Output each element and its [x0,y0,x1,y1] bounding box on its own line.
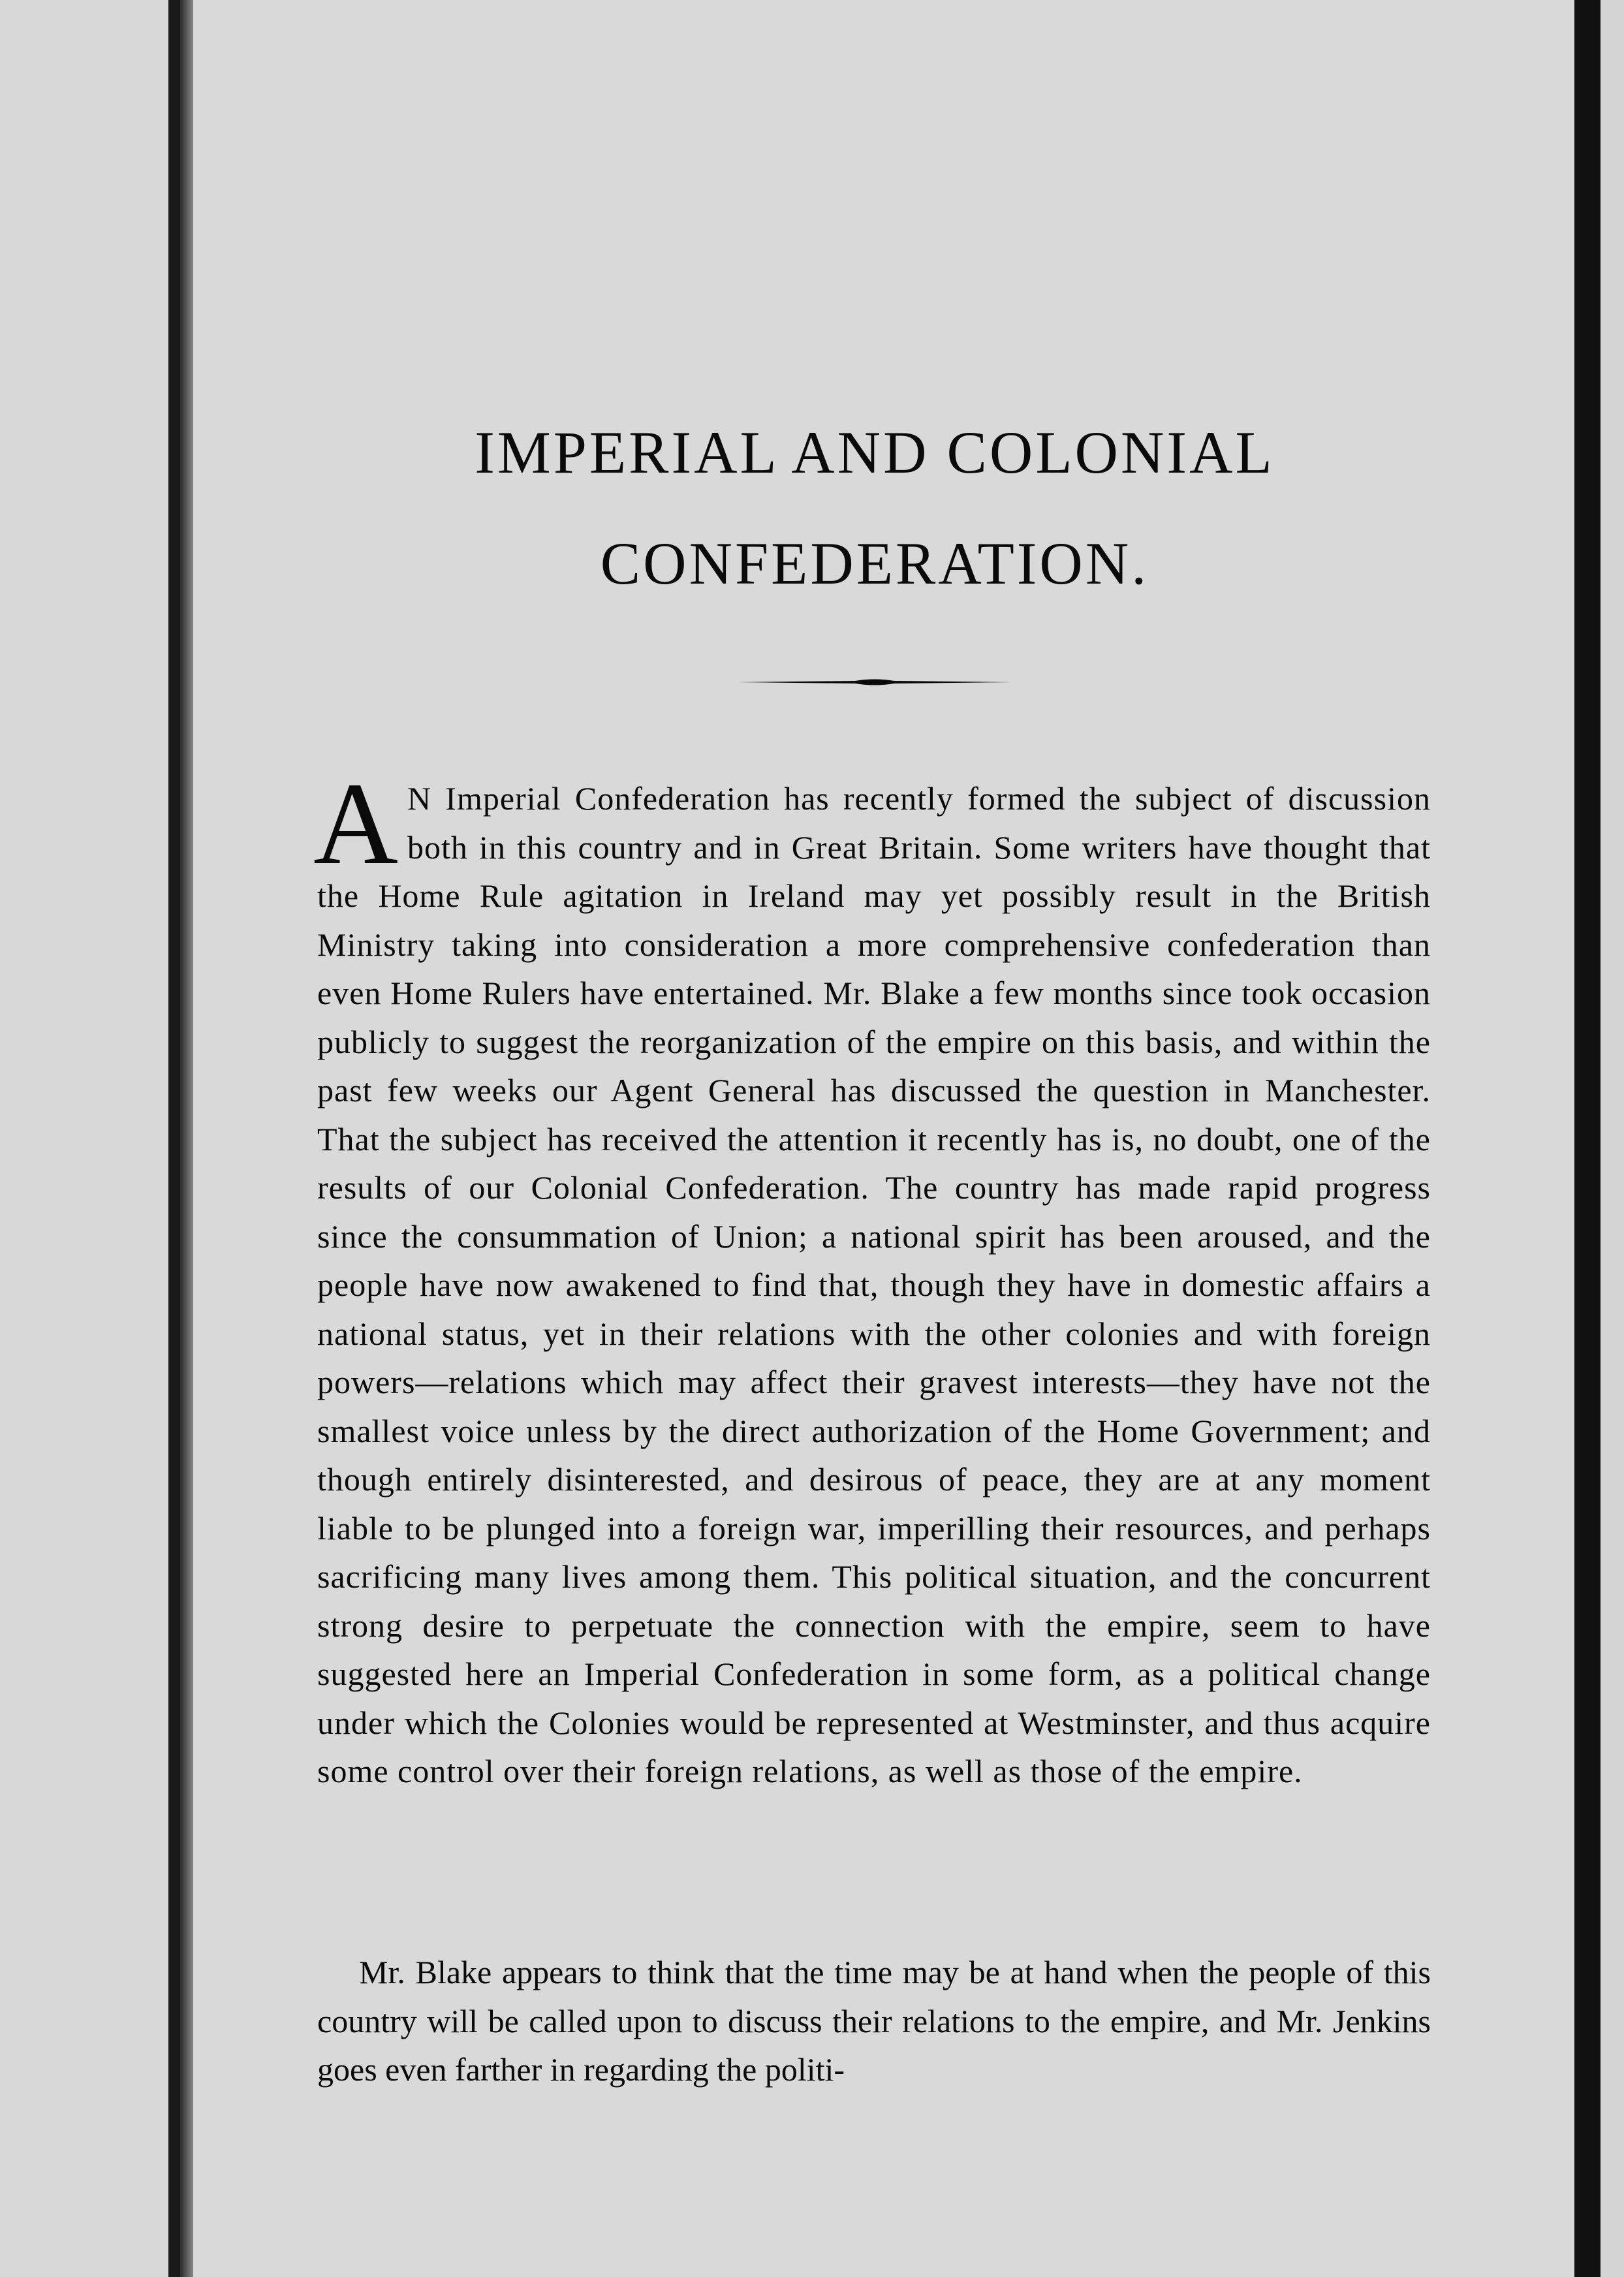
ornamental-rule [738,678,1012,687]
paragraph-1 [313,759,1431,1796]
left-page-edge [0,0,175,2277]
title-line-2: CONFEDERATION. [600,530,1149,597]
title-line-1: IMPERIAL AND COLONIAL [475,419,1275,486]
drop-cap: A [313,759,398,888]
right-margin [1601,0,1624,2277]
book-gutter [180,0,193,2277]
paragraph-2: Mr. Blake appears to think that the time may be at hand when the people of this country will be called upon to discuss their relations to the empire, and Mr. Jenkins goes even farther in regarding the politi- [317,1954,1431,2088]
paragraph-1-text: N Imperial Confederation has recently formed the subject of discussion both in this country and in Great Britain. Some writers have thought that the Home Rule agitation in Ireland may yet possibly result in the British Ministry taking into consideration a more comprehensive confederation than even Home Rulers have entertained. Mr. Blake a few months since took occasion publicly to suggest the reorganization of the empire on this basis, and within the past few weeks our Agent General has discussed the question in Manchester. That the subject has received the attention it recently has is, no doubt, one of the results of our Colonial Confederation. The country has made rapid progress since the consummation of Union; a national spirit has been aroused, and the people have now awakened to find that, though they have in domestic affairs a national status, yet in their relations with the other colonies and with foreign powers—relations which may affect their gravest interests—they have not the smallest voice unless by the direct authorization of the Home Government; and though entirely disinterested, and desirous of peace, they are at any moment liable to be plunged into a foreign war, imperilling their resources, and perhaps sacrificing many lives among them. This political situation, and the concurrent strong desire to perpetuate the connection with the empire, seem to have suggested here an Imperial Confederation in some form, as a political change under which the Colonies would be represented at Westminster, and thus acquire some control over their foreign relations, as well as those of the empire. [317,780,1431,1789]
right-page-border [1574,0,1601,2277]
